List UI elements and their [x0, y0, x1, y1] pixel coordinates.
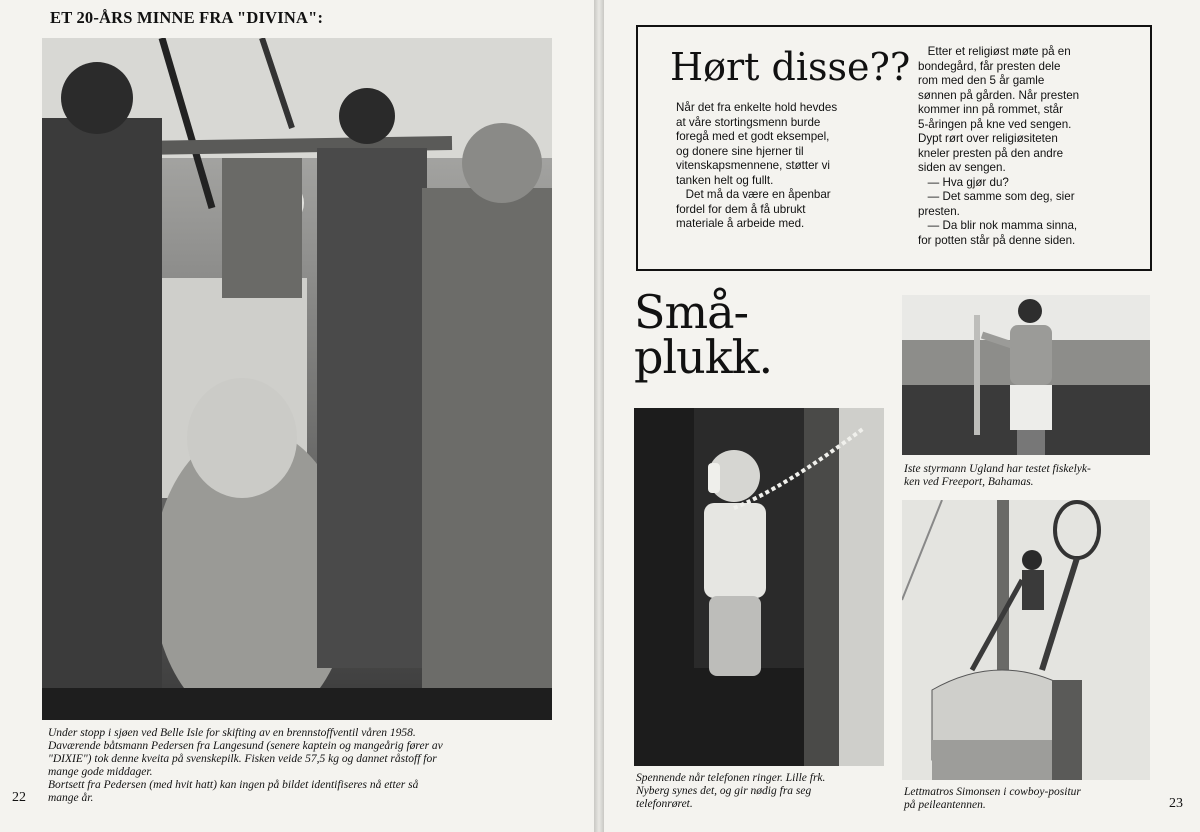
- box-line: materiale å arbeide med.: [676, 217, 805, 230]
- photo-caption: [48, 727, 558, 805]
- box-line: Når det fra enkelte hold hevdes: [676, 101, 838, 114]
- box-line: — Da blir nok mamma sinna,: [918, 219, 1078, 232]
- caption-line: "DIXIE") tok denne kveita på svenskepilk. Fisken veide 57,5 kg og dannet råstoff for: [48, 753, 437, 765]
- box-line: kommer inn på rommet, står: [918, 103, 1063, 116]
- box-left-column: [676, 101, 896, 232]
- article-headline: ET 20-ÅRS MINNE FRA "DIVINA":: [50, 8, 324, 27]
- antenna-photo: [902, 500, 1150, 780]
- box-line: rom med den 5 år gamle: [918, 74, 1045, 87]
- caption-line: mange år.: [48, 792, 94, 804]
- joke-box: [636, 25, 1152, 271]
- page-number: 22: [12, 790, 26, 805]
- box-line: siden av sengen.: [918, 161, 1006, 174]
- caption-line: Daværende båtsmann Pedersen fra Langesund (senere kaptein og mangeårig fører av: [48, 740, 443, 752]
- box-line: for potten står på denne siden.: [918, 233, 1076, 247]
- box-title: Hørt disse??: [670, 45, 911, 89]
- fishing-crew-photo: [42, 38, 552, 720]
- box-line: Dypt rørt over religiøsiteten: [918, 132, 1058, 145]
- caption-line: telefonrøret.: [636, 798, 693, 810]
- caption-line: Nyberg synes det, og gir nødig fra seg: [636, 785, 812, 797]
- box-line: kneler presten på den andre: [918, 146, 1064, 160]
- caption-line: på peileantennen.: [904, 799, 986, 811]
- box-line: bondegård, får presten dele: [918, 59, 1061, 73]
- left-page: [0, 0, 594, 832]
- book-gutter: [594, 0, 604, 832]
- caption-line: Lettmatros Simonsen i cowboy-positur: [904, 786, 1081, 798]
- box-line: — Det samme som deg, sier: [918, 190, 1075, 203]
- right-page: [604, 0, 1200, 832]
- caption-line: mange gode middager.: [48, 766, 153, 778]
- box-line: Det må da være en åpenbar: [676, 188, 831, 201]
- section-title-line: plukk.: [634, 330, 773, 384]
- box-line: — Hva gjør du?: [918, 175, 1009, 189]
- box-line: presten.: [918, 204, 960, 218]
- box-line: og donere sine hjerner til: [676, 144, 804, 158]
- box-line: sønnen på gården. Når presten: [918, 88, 1080, 102]
- box-line: at våre stortingsmenn burde: [676, 115, 821, 129]
- box-line: foregå med et godt eksempel,: [676, 130, 830, 143]
- box-right-column: [918, 45, 1143, 248]
- caption-line: Spennende når telefonen ringer. Lille frk.: [636, 772, 826, 784]
- box-line: 5-åringen på kne ved sengen.: [918, 117, 1072, 131]
- section-title-line: Små-: [634, 285, 749, 339]
- box-line: fordel for dem å få ubrukt: [676, 202, 806, 216]
- caption-line: Under stopp i sjøen ved Belle Isle for skifting av en brennstoffventil våren 1958.: [48, 727, 416, 739]
- caption-line: ken ved Freeport, Bahamas.: [904, 476, 1034, 488]
- page-number: 23: [1169, 796, 1183, 811]
- fisherman-photo: [902, 295, 1150, 455]
- caption-line: Bortsett fra Pedersen (med hvit hatt) kan ingen på bildet identifiseres nå etter så: [48, 779, 419, 791]
- section-title: [634, 285, 804, 384]
- child-telephone-caption: [636, 772, 886, 811]
- fisherman-caption: [904, 463, 1154, 489]
- box-line: Etter et religiøst møte på en: [918, 45, 1071, 58]
- box-line: tanken helt og fullt.: [676, 173, 774, 187]
- box-line: vitenskapsmennene, støtter vi: [676, 159, 831, 172]
- caption-line: Iste styrmann Ugland har testet fiskelyk-: [904, 463, 1091, 475]
- child-telephone-photo: [634, 408, 884, 766]
- antenna-caption: [904, 786, 1154, 812]
